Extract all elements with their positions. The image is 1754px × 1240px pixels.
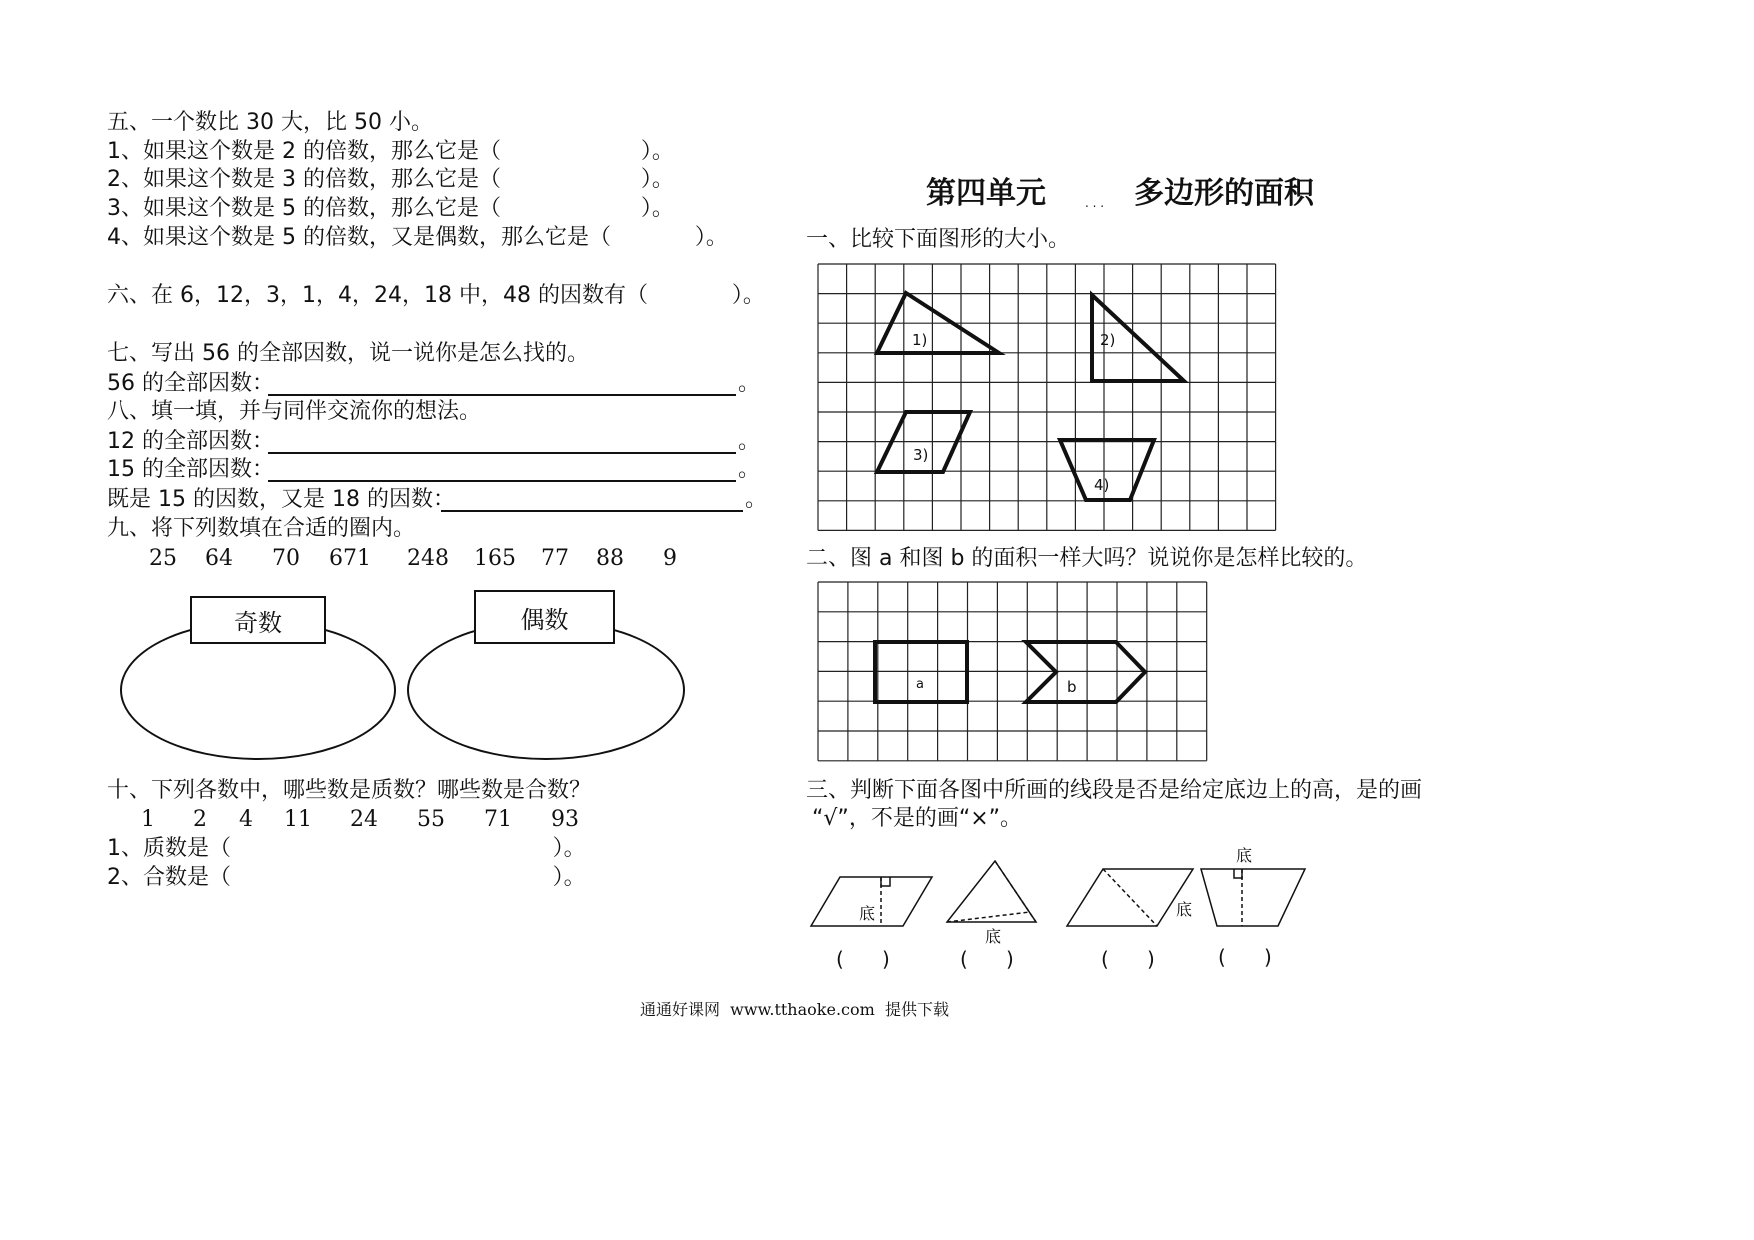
q10-number: 4: [239, 807, 253, 832]
q9-number: 70: [272, 546, 300, 571]
even-label-box: 偶数: [474, 590, 615, 644]
q3-fig1-right-angle: [881, 877, 890, 886]
r-q3-heading-2: “√”，不是的画“×”。: [812, 806, 1023, 831]
q5-item-4: 4、如果这个数是 5 的倍数，又是偶数，那么它是（ ）。: [107, 225, 728, 250]
q10-answer-composite: 2、合数是（ ）。: [107, 865, 586, 890]
q10-heading: 十、下列各数中，哪些数是质数？哪些数是合数？: [107, 778, 592, 803]
q9-number: 77: [541, 546, 569, 571]
q10-number: 24: [350, 807, 378, 832]
q9-heading: 九、将下列数填在合适的圈内。: [107, 516, 416, 541]
q10-number: 93: [551, 807, 579, 832]
q7-line-end: 。: [738, 371, 761, 396]
q8-row-2-label: 15 的全部因数：: [107, 457, 274, 482]
q7-heading: 七、写出 56 的全部因数，说一说你是怎么找的。: [107, 341, 589, 366]
grid-lines: [818, 264, 1276, 530]
q10-number: 2: [193, 807, 207, 832]
q3-fig3-base-label: 底: [1176, 900, 1193, 919]
q3-answer-3[interactable]: ( ): [1101, 947, 1155, 971]
shape-4-label: 4): [1094, 476, 1110, 494]
q3-fig2-triangle: [947, 861, 1036, 922]
q8-heading: 八、填一填，并与同伴交流你的想法。: [107, 399, 482, 424]
question-6: 六、在 6，12，3，1，4，24，18 中，48 的因数有（ ）。: [107, 283, 765, 308]
q9-number: 165: [474, 546, 516, 571]
q3-answer-1[interactable]: ( ): [836, 947, 890, 971]
q10-answer-prime: 1、质数是（ ）。: [107, 836, 586, 861]
shape-3-label: 3): [913, 446, 929, 464]
r-q2-heading: 二、图 a 和图 b 的面积一样大吗？说说你是怎样比较的。: [806, 546, 1368, 571]
q3-fig4-right-angle: [1234, 869, 1242, 878]
q3-fig3-parallelogram: [1067, 869, 1193, 926]
q9-number: 9: [663, 546, 677, 571]
q8-row-1-label: 12 的全部因数：: [107, 429, 274, 454]
q5-item-2: 2、如果这个数是 3 的倍数，那么它是（ ）。: [107, 167, 674, 192]
q7-line-label: 56 的全部因数：: [107, 371, 274, 396]
q9-number: 248: [407, 546, 449, 571]
unit-dots: . . .: [1085, 196, 1105, 210]
r-q1-heading: 一、比较下面图形的大小。: [806, 227, 1071, 252]
q10-number: 55: [417, 807, 445, 832]
q9-number: 64: [205, 546, 233, 571]
q3-answer-4[interactable]: ( ): [1218, 945, 1272, 969]
q3-fig2-base-label: 底: [985, 927, 1002, 946]
q3-fig2-height-2: [947, 912, 1030, 922]
q8-row-3-end: 。: [745, 487, 768, 512]
odd-label-box: 奇数: [190, 596, 326, 644]
shape-2-label: 2): [1100, 331, 1116, 349]
q8-row-2-end: 。: [738, 457, 761, 482]
r-q3-heading: 三、判断下面各图中所画的线段是否是给定底边上的高，是的画: [806, 778, 1423, 803]
q3-fig3-height: [1103, 869, 1157, 926]
q10-number: 11: [284, 807, 312, 832]
shape-1-label: 1): [912, 331, 928, 349]
q3-fig4-base-label: 底: [1236, 846, 1253, 865]
q3-fig4-trapezoid: [1201, 869, 1305, 926]
unit-number: 第四单元: [926, 176, 1046, 211]
figure-b-label: b: [1067, 678, 1077, 696]
q9-number: 88: [596, 546, 624, 571]
q9-number: 671: [329, 546, 371, 571]
q5-item-3: 3、如果这个数是 5 的倍数，那么它是（ ）。: [107, 196, 674, 221]
q10-number: 1: [141, 807, 155, 832]
q8-row-1-end: 。: [738, 429, 761, 454]
figure-a-label: a: [916, 677, 924, 692]
q9-number: 25: [149, 546, 177, 571]
q8-row-3-label: 既是 15 的因数，又是 18 的因数：: [107, 487, 455, 512]
q3-fig1-base-label: 底: [859, 904, 876, 923]
unit-subtitle: 多边形的面积: [1134, 176, 1314, 211]
footer-credit: 通通好课网 www.tthaoke.com 提供下载: [640, 1000, 949, 1019]
q3-answer-2[interactable]: ( ): [960, 947, 1014, 971]
q5-heading: 五、一个数比 30 大，比 50 小。: [107, 110, 433, 135]
q5-item-1: 1、如果这个数是 2 的倍数，那么它是（ ）。: [107, 139, 674, 164]
q10-number: 71: [484, 807, 512, 832]
